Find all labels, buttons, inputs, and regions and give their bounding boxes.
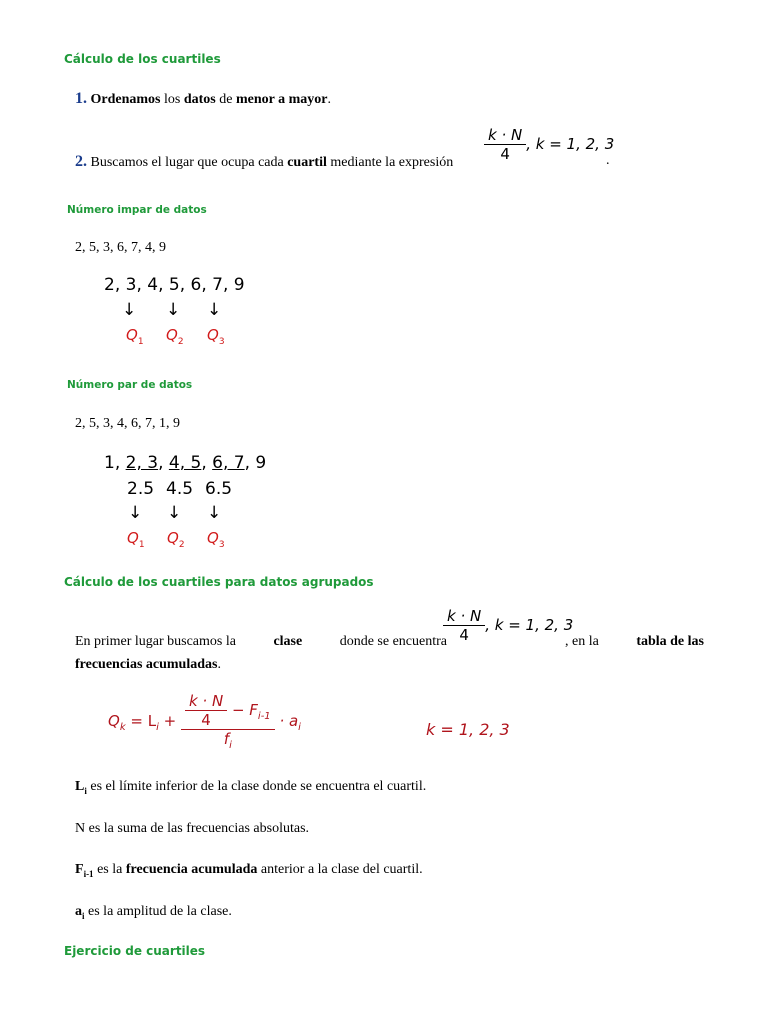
median-value-3: 6.5 [205,479,233,499]
expression-k-range: , k = 1, 2, 3 [526,135,615,153]
median-value-2: 4.5 [166,479,194,499]
q-index: 3 [218,337,225,347]
def-text: es la [93,862,126,877]
formula-q: Q [108,712,120,730]
formula-fi: f [223,730,230,748]
formula-numerator [181,692,275,730]
def-symbol: F [75,862,84,877]
seq-part: 4 [147,275,159,295]
definition-n: N es la suma de las frecuencias absolutas. [75,821,310,836]
seq-part: 2, 3 [104,275,137,295]
seq-pair: 4, 5 [168,453,202,473]
step-1-text: los [160,92,184,107]
seq-pair: 2, 3 [125,453,159,473]
step-1-word-datos: datos [183,92,216,107]
section-title-cuartiles: Cálculo de los cuartiles [64,52,221,66]
formula-a-sub: i [298,722,301,733]
definition-fi [75,862,423,879]
seq-part: , [158,453,169,473]
q-letter: Q [127,529,139,547]
def-symbol: L [75,779,85,794]
step-2-word-cuartil: cuartil [287,155,327,170]
expression-fraction [484,126,526,163]
seq-part: , 5, 6, 7, 9 [158,275,245,295]
section-title-odd: Número impar de datos [67,204,207,216]
quartile-formula [108,692,301,751]
def-symbol: a [75,904,82,919]
step-1-number: 1. [75,90,87,107]
seq-part: , [136,275,148,295]
q-index: 1 [138,540,145,550]
expression-k-range: , k = 1, 2, 3 [485,616,574,634]
even-data-list: 2, 5, 3, 4, 6, 7, 1, 9 [75,416,180,431]
def-text: es la amplitud de la clase. [84,904,232,919]
paragraph-text: . [217,657,221,672]
formula-kn: k · N [185,692,227,711]
def-symbol-sub: i [84,785,87,796]
paragraph-line-2 [75,657,221,673]
definition-li [75,779,426,796]
quartile-label-q1 [126,326,144,347]
step-1-word-orden: menor a mayor [235,92,328,107]
quartile-label-q2 [167,529,185,550]
q-index: 3 [218,540,225,550]
paragraph-text: , en la [565,634,599,649]
def-symbol-sub: i-1 [83,868,94,879]
down-arrow-icon: ↓ [207,300,222,320]
seq-part: 1, [104,453,126,473]
formula-q-sub: k [119,722,126,733]
formula-plus: + [158,712,181,730]
paragraph-line-1-tail [565,634,704,650]
formula-li-sub: i [156,722,159,733]
paragraph-text: donde se encuentra [339,634,447,649]
def-symbol-sub: i [82,910,85,921]
step-2-period: . [606,153,610,168]
quartile-label-q3 [207,326,225,347]
def-bold-term: frecuencia acumulada [125,862,258,877]
q-letter: Q [166,326,178,344]
even-sorted-sequence [104,453,266,473]
step-2-number: 2. [75,153,87,170]
paragraph-text: En primer lugar buscamos la [75,634,236,649]
definition-ai [75,904,232,921]
step-1-word-ordenamos: Ordenamos [90,92,161,107]
q-letter: Q [207,529,219,547]
formula-inner-fraction [185,692,227,729]
def-text: anterior a la clase del cuartil. [257,862,423,877]
q-index: 2 [177,337,184,347]
median-value-1: 2.5 [127,479,155,499]
formula-fi-sub: i [229,740,232,751]
down-arrow-icon: ↓ [166,300,181,320]
position-expression-grouped [443,607,573,644]
formula-f: − F [227,701,258,719]
quartile-label-q2 [166,326,184,347]
def-text: es el límite inferior de la clase donde se encuentra el cuartil. [86,779,427,794]
section-title-grouped: Cálculo de los cuartiles para datos agrupados [64,575,374,589]
down-arrow-icon: ↓ [167,503,182,523]
step-2 [75,153,453,171]
formula-li: = L [125,712,157,730]
seq-part: , [201,453,213,473]
formula-f-sub: i-1 [257,711,271,722]
step-1-text: de [215,92,236,107]
step-1 [75,90,331,108]
odd-data-list: 2, 5, 3, 6, 7, 4, 9 [75,240,166,255]
section-title-exercise: Ejercicio de cuartiles [64,944,206,958]
down-arrow-icon: ↓ [128,503,143,523]
step-2-text: Buscamos el lugar que ocupa cada [87,155,288,170]
paragraph-word-frecuencias: frecuencias acumuladas [75,657,218,672]
expression-denominator: 4 [500,145,510,163]
q-index: 1 [137,337,144,347]
step-1-text: . [327,92,331,107]
position-expression [484,126,614,163]
paragraph-line-1 [75,634,447,650]
q-letter: Q [126,326,138,344]
formula-fraction [181,692,275,751]
formula-k-range: k = 1, 2, 3 [426,720,510,739]
paragraph-word-clase: clase [273,634,303,649]
odd-sorted-sequence [104,275,245,295]
quartile-label-q3 [207,529,225,550]
seq-part: , 9 [244,453,267,473]
formula-four: 4 [201,711,211,729]
expression-denominator: 4 [459,626,469,644]
formula-a: · a [274,712,299,730]
q-letter: Q [167,529,179,547]
paragraph-word-tabla: tabla de las [636,634,704,649]
q-index: 2 [178,540,185,550]
expression-fraction [443,607,485,644]
q-letter: Q [207,326,219,344]
quartile-label-q1 [127,529,145,550]
down-arrow-icon: ↓ [122,300,137,320]
section-title-even: Número par de datos [67,379,193,391]
formula-denominator [181,730,275,751]
expression-numerator: k · N [443,607,485,626]
down-arrow-icon: ↓ [207,503,222,523]
step-2-text: mediante la expresión [326,155,454,170]
seq-pair: 6, 7 [212,453,245,473]
expression-numerator: k · N [484,126,526,145]
